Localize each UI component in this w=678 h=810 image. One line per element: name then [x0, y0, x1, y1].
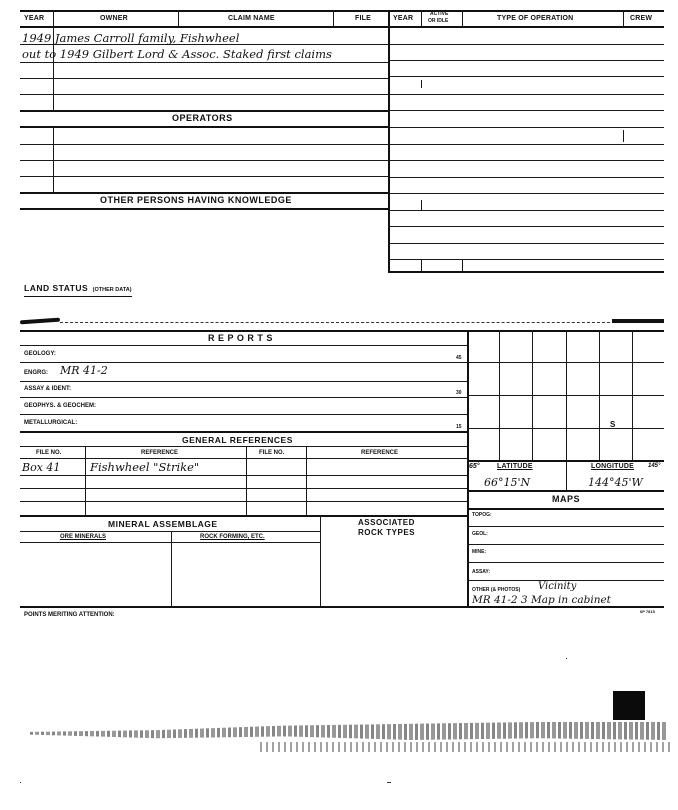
operation-row-line: [388, 94, 664, 95]
operators-row-line: [20, 176, 388, 177]
report-row-line: [20, 381, 467, 382]
operation-bottom-line: [388, 271, 664, 273]
map-geol-label: GEOL:: [472, 531, 488, 537]
header-claim-name: CLAIM NAME: [228, 15, 275, 22]
operation-row-line: [388, 160, 664, 161]
coords-bottom-line: [467, 490, 664, 492]
header-divider: [462, 10, 463, 26]
general-ref-row-line: [20, 475, 467, 476]
reports-smudge-left: [20, 318, 60, 325]
operation-divider: [462, 259, 463, 271]
grid-line-h: [467, 395, 664, 396]
operation-row-line: [388, 226, 664, 227]
operation-row-line: [388, 110, 664, 111]
scan-speck: [566, 658, 567, 659]
owner-row-line: [20, 62, 388, 63]
associated-title-2: ROCK TYPES: [358, 528, 416, 537]
owner-row-line: [20, 78, 388, 79]
general-ref-bottom-line: [20, 515, 467, 517]
header-year-right: YEAR: [393, 15, 414, 22]
header-owner: OWNER: [100, 15, 128, 22]
grid-line-h: [467, 428, 664, 429]
operation-row-line: [388, 177, 664, 178]
scan-black-square: [613, 691, 645, 720]
operators-row-line: [20, 160, 388, 161]
report-label-geophys: GEOPHYS. & GEOCHEM:: [24, 403, 97, 409]
reports-title: R E P O R T S: [208, 333, 273, 343]
header-divider: [53, 10, 54, 26]
associated-title-1: ASSOCIATED: [358, 518, 415, 527]
header-divider: [421, 10, 422, 26]
report-label-engrg: ENGRG:: [24, 370, 48, 376]
operation-row-line: [388, 259, 664, 260]
map-other-value-2: MR 41-2 3 Map in cabinet: [472, 594, 611, 606]
other-persons-header-line: [20, 208, 388, 210]
operators-row-line: [20, 144, 388, 145]
points-meriting-attention: POINTS MERITING ATTENTION:: [24, 612, 115, 618]
header-bottom-border: [20, 26, 664, 28]
header-divider: [623, 10, 624, 26]
map-other-label: OTHER (& PHOTOS): [472, 587, 521, 593]
general-ref-reference-entry: Fishwheel "Strike": [90, 460, 200, 474]
general-ref-row-line: [20, 488, 467, 489]
operation-divider: [421, 259, 422, 271]
reports-title-line: [20, 345, 467, 346]
general-references-title: GENERAL REFERENCES: [182, 435, 293, 445]
header-divider: [178, 10, 179, 26]
operation-row-line: [388, 44, 664, 45]
top-border: [20, 10, 664, 12]
header-active-2: OR IDLE: [428, 18, 449, 24]
general-ref-header-ref-1: REFERENCE: [141, 450, 179, 456]
scan-noise-band: [30, 722, 666, 740]
other-persons-title: OTHER PERSONS HAVING KNOWLEDGE: [100, 195, 292, 205]
maps-row-line: [467, 526, 664, 527]
operation-row-line: [388, 127, 664, 128]
operation-divider: [623, 130, 624, 142]
grid-marker: S: [610, 420, 616, 429]
land-status-sub: (OTHER DATA): [92, 287, 132, 293]
mineral-bottom-line: [20, 606, 467, 608]
header-divider: [333, 10, 334, 26]
general-ref-divider: [246, 446, 247, 516]
operators-top-line: [20, 110, 388, 112]
operation-row-line: [388, 193, 664, 194]
operators-title: OPERATORS: [172, 113, 233, 123]
map-assay-label: ASSAY:: [472, 569, 491, 575]
other-persons-top-line: [20, 192, 388, 194]
ore-minerals-header: ORE MINERALS: [60, 534, 107, 540]
header-type-of-operation: TYPE OF OPERATION: [497, 15, 574, 22]
general-ref-header-line: [20, 458, 467, 459]
operation-divider: [421, 200, 422, 210]
maps-header-line: [467, 508, 664, 510]
operation-row-line: [388, 144, 664, 145]
operation-row-line: [388, 76, 664, 77]
land-status-label-wrap: [24, 278, 132, 297]
mineral-assemblage-title: MINERAL ASSEMBLAGE: [108, 519, 218, 529]
reports-top-border: [20, 330, 664, 332]
form-number: 6P 7815: [640, 609, 655, 614]
mineral-subheader-line: [20, 542, 320, 543]
grid-line-h: [467, 362, 664, 363]
reports-bottom-line: [20, 431, 467, 433]
report-label-metallurgical: METALLURGICAL:: [24, 420, 78, 426]
operators-left-tick: [53, 126, 54, 192]
rock-forming-header: ROCK FORMING, ETC.: [200, 534, 265, 540]
scale-number-45: 45: [456, 355, 462, 361]
map-topog-label: TOPOG:: [472, 512, 492, 518]
longitude-label: LONGITUDE: [591, 463, 635, 470]
general-ref-header-file-1: FILE NO.: [36, 450, 62, 456]
general-ref-divider: [85, 446, 86, 516]
maps-row-line: [467, 544, 664, 545]
latitude-value: 66°15'N: [484, 476, 531, 489]
general-ref-header-file-2: FILE NO.: [259, 450, 285, 456]
header-crew: CREW: [630, 15, 653, 22]
report-row-line: [20, 414, 467, 415]
scan-speck: [387, 782, 391, 783]
operation-row-line: [388, 243, 664, 244]
operation-row-line: [388, 60, 664, 61]
longitude-suffix: 145°: [648, 463, 661, 469]
maps-title: MAPS: [552, 494, 581, 504]
mineral-divider: [320, 515, 321, 606]
reports-smudge-right: [612, 319, 664, 323]
scale-number-30: 30: [456, 390, 462, 396]
header-year: YEAR: [24, 15, 45, 22]
report-value-engrg: MR 41-2: [60, 364, 108, 377]
scan-speck: [20, 782, 21, 783]
report-row-line: [20, 397, 467, 398]
map-other-value: Vicinity: [538, 581, 577, 592]
operation-row-line: [388, 210, 664, 211]
main-column-divider: [388, 10, 390, 272]
latitude-label: LATITUDE: [497, 463, 533, 470]
report-label-geology: GEOLOGY:: [24, 351, 56, 357]
scale-number-15: 15: [456, 424, 462, 430]
owner-entry-2: out to 1949 Gilbert Lord & Assoc. Staked first claims: [22, 47, 332, 61]
longitude-value: 144°45'W: [588, 476, 643, 489]
report-row-line: [20, 362, 467, 363]
report-label-assay: ASSAY & IDENT:: [24, 386, 72, 392]
reports-dashed-top: [60, 322, 620, 323]
maps-row-line: [467, 562, 664, 563]
header-active-1: ACTIVE: [430, 11, 449, 17]
maps-bottom-line: [467, 606, 664, 608]
general-ref-file-entry: Box 41: [22, 461, 61, 474]
mineral-header-line: [20, 531, 320, 532]
general-references-title-line: [20, 446, 467, 447]
scan-noise-band-2: [260, 742, 670, 752]
coord-divider: [566, 460, 567, 490]
header-file: FILE: [355, 15, 371, 22]
general-ref-divider: [306, 446, 307, 516]
owner-entry-1: 1949 James Carroll family, Fishwheel: [22, 31, 240, 45]
operators-header-line: [20, 126, 388, 128]
latitude-prefix: 65°: [469, 463, 480, 470]
map-mine-label: MINE:: [472, 549, 487, 555]
general-ref-row-line: [20, 501, 467, 502]
operation-divider: [421, 80, 422, 88]
owner-row-line: [20, 94, 388, 95]
land-status-label: LAND STATUS: [24, 283, 89, 293]
general-ref-header-ref-2: REFERENCE: [361, 450, 399, 456]
